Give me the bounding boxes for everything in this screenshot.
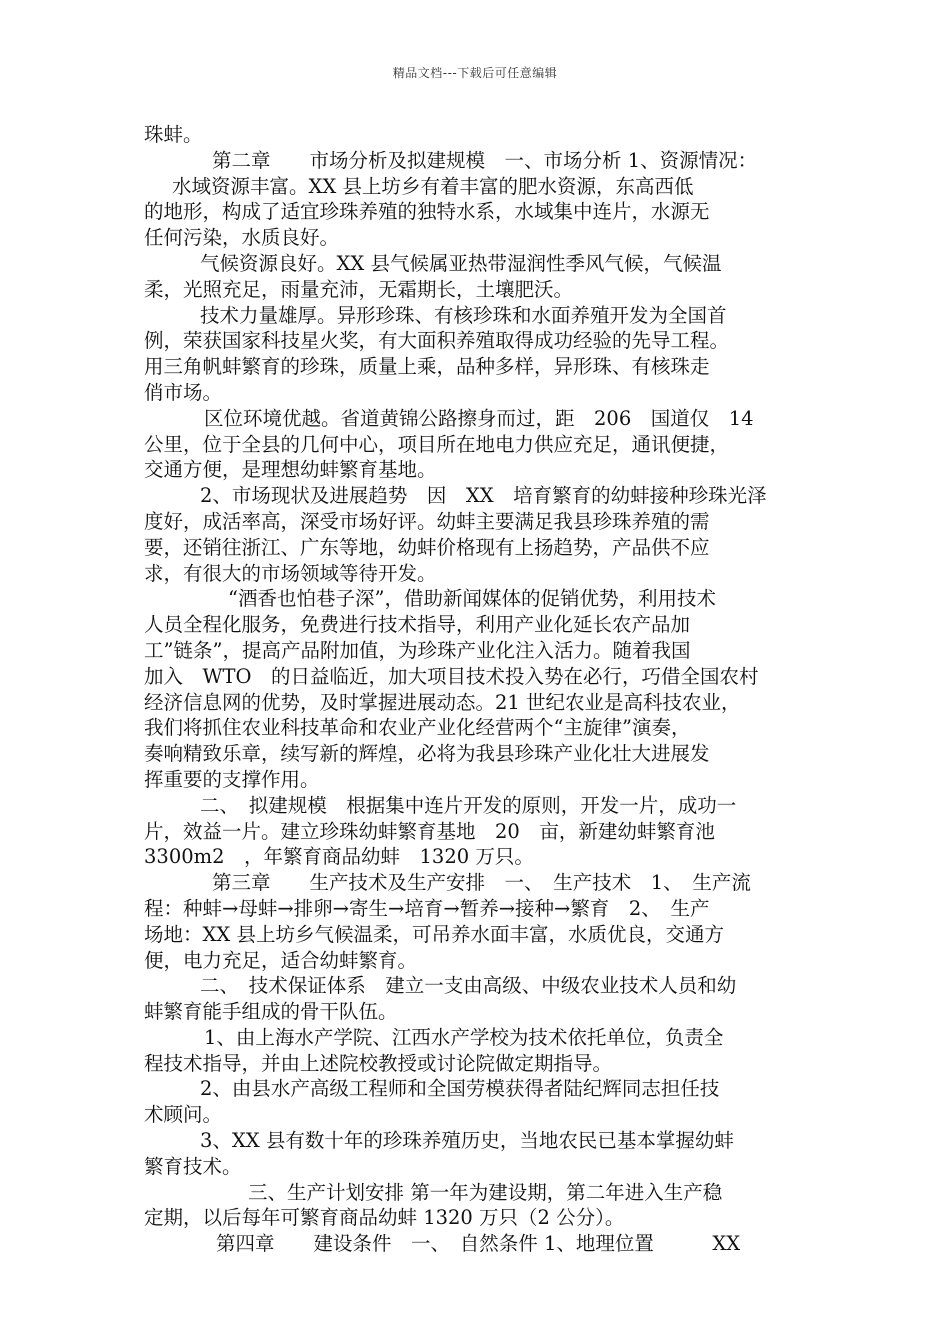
text-line: 交通方便，是理想幼蚌繁育基地。 <box>144 458 437 482</box>
text-line: 第四章 建设条件 一、 自然条件 1、地理位置 XX <box>216 1232 741 1256</box>
text-line: 区位环境优越。省道黄锦公路擦身而过，距 206 国道仅 14 <box>204 406 754 430</box>
text-line: 任何污染，水质良好。 <box>144 226 340 250</box>
text-line: 珠蚌。 <box>144 123 203 146</box>
text-line: 二、 技术保证体系 建立一支由高级、中级农业技术人员和幼 <box>200 974 737 998</box>
text-line: 度好，成活率高，深受市场好评。幼蚌主要满足我县珍珠养殖的需 <box>144 509 710 533</box>
text-line: 求，有很大的市场领域等待开发。 <box>144 561 437 585</box>
text-line: 挥重要的支撑作用。 <box>144 767 320 791</box>
text-line: “酒香也怕巷子深”，借助新闻媒体的促销优势，利用技术 <box>228 587 716 611</box>
text-line: 二、 拟建规模 根据集中连片开发的原则，开发一片，成功一 <box>200 793 737 817</box>
text-line: 经济信息网的优势，及时掌握进展动态。21 世纪农业是高科技农业， <box>144 690 741 714</box>
text-line: 定期，以后每年可繁育商品幼蚌 1320 万只（2 公分）。 <box>144 1206 625 1230</box>
text-line: 用三角帆蚌繁育的珍珠，质量上乘，品种多样，异形珠、有核珠走 <box>144 355 710 379</box>
text-line: 公里，位于全县的几何中心，项目所在地电力供应充足，通讯便捷， <box>144 432 730 456</box>
text-line: 3300m2 ，年繁育商品幼蚌 1320 万只。 <box>144 845 534 869</box>
text-line: 俏市场。 <box>144 380 223 404</box>
text-line: 加入 WTO 的日益临近，加大项目技术投入势在必行，巧借全国农村 <box>144 664 759 688</box>
page-header: 精品文档---下载后可任意编辑 <box>392 66 558 80</box>
text-line: 要，还销往浙江、广东等地，幼蚌价格现有上扬趋势，产品供不应 <box>144 535 710 559</box>
text-line: 程：种蚌→母蚌→排卵→寄生→培育→暂养→接种→繁育 2、 生产 <box>144 896 710 920</box>
text-line: 第三章 生产技术及生产安排 一、 生产技术 1、 生产流 <box>212 871 751 895</box>
text-line: 繁育技术。 <box>144 1154 242 1178</box>
text-line: 3、XX 县有数十年的珍珠养殖历史，当地农民已基本掌握幼蚌 <box>200 1129 734 1153</box>
text-line: 奏响精致乐章，续写新的辉煌，必将为我县珍珠产业化壮大进展发 <box>144 742 710 766</box>
text-line: 2、由县水产高级工程师和全国劳模获得者陆纪辉同志担任技 <box>200 1077 720 1101</box>
text-line: 2、市场现状及进展趋势 因 XX 培育繁育的幼蚌接种珍珠光泽 <box>200 484 767 508</box>
text-line: 场地：XX 县上坊乡气候温柔，可吊养水面丰富，水质优良，交通方 <box>144 922 724 946</box>
text-line: 气候资源良好。XX 县气候属亚热带湿润性季风气候，气候温 <box>200 251 722 275</box>
text-line: 三、生产计划安排 第一年为建设期，第二年进入生产稳 <box>248 1180 723 1204</box>
text-line: 的地形，构成了适宜珍珠养殖的独特水系，水域集中连片，水源无 <box>144 200 710 224</box>
text-line: 人员全程化服务，免费进行技术指导，利用产业化延长农产品加 <box>144 613 691 637</box>
text-line: 我们将抓住农业科技革命和农业产业化经营两个“主旋律”演奏， <box>144 716 691 740</box>
text-line: 第二章 市场分析及拟建规模 一、市场分析 1、资源情况： <box>212 148 758 172</box>
text-line: 工”链条”，提高产品附加值，为珍珠产业化注入活力。随着我国 <box>144 638 691 662</box>
document-body <box>144 122 809 1257</box>
text-line: 程技术指导，并由上述院校教授或讨论院做定期指导。 <box>144 1051 613 1075</box>
text-line: 便，电力充足，适合幼蚌繁育。 <box>144 948 418 972</box>
text-line: 1、由上海水产学院、江西水产学校为技术依托单位，负责全 <box>204 1025 724 1049</box>
text-line: 术顾问。 <box>144 1103 223 1127</box>
text-line: 蚌繁育能手组成的骨干队伍。 <box>144 1000 398 1024</box>
text-line: 例，荣获国家科技星火奖，有大面积养殖取得成功经验的先导工程。 <box>144 329 730 353</box>
text-line: 技术力量雄厚。异形珍珠、有核珍珠和水面养殖开发为全国首 <box>200 303 727 327</box>
text-line: 水域资源丰富。XX 县上坊乡有着丰富的肥水资源，东高西低 <box>172 174 694 198</box>
text-line: 柔，光照充足，雨量充沛，无霜期长，土壤肥沃。 <box>144 277 574 301</box>
text-line: 片，效益一片。建立珍珠幼蚌繁育基地 20 亩，新建幼蚌繁育池 <box>144 819 715 843</box>
